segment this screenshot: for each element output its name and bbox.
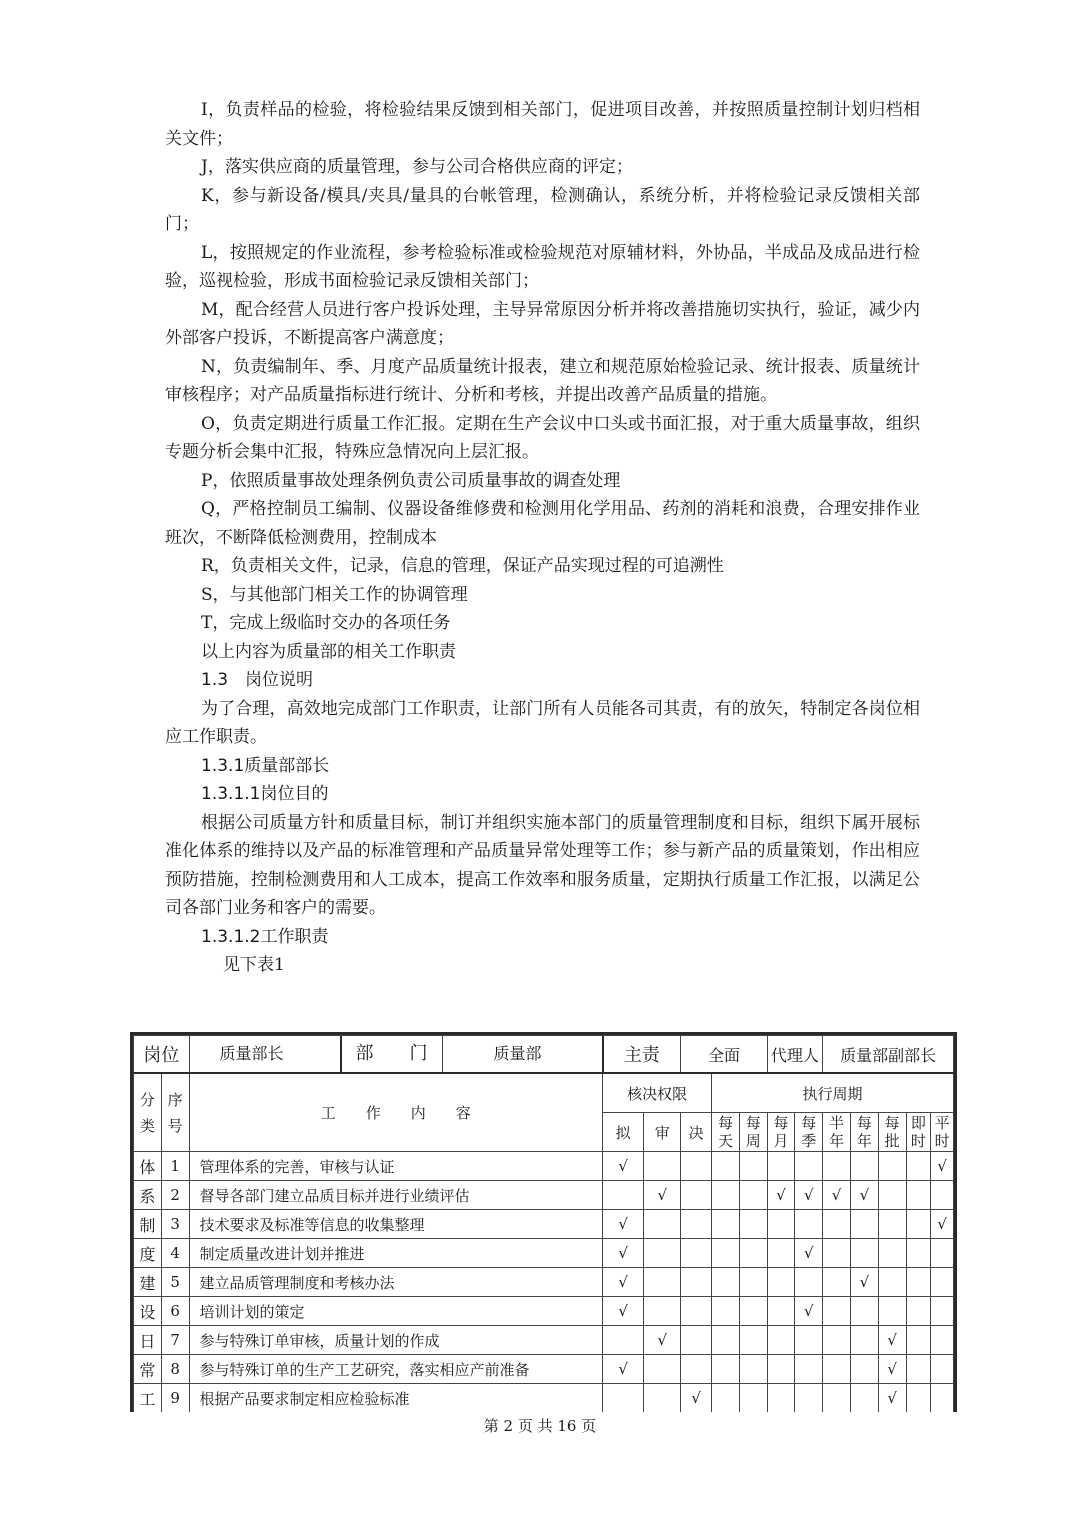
period-col-quarterly bbox=[795, 1113, 823, 1152]
check-cell bbox=[795, 1384, 823, 1413]
category-header-text: 分类 bbox=[139, 1090, 155, 1135]
see-table-note: 见下表1 bbox=[223, 955, 285, 975]
period-col-daily-text: 每天 bbox=[717, 1114, 733, 1150]
check-cell bbox=[823, 1355, 851, 1384]
check-cell bbox=[823, 1239, 851, 1268]
category-cell: 制 bbox=[134, 1210, 162, 1239]
paragraph-q: Q，严格控制员工编制、仪器设备维修费和检测用化学用品、药剂的消耗和浪费，合理安排作业班次，不断降低检测费用，控制成本 bbox=[165, 499, 920, 548]
check-cell bbox=[603, 1239, 644, 1268]
check-cell bbox=[681, 1355, 712, 1384]
check-cell bbox=[644, 1181, 681, 1210]
auth-col-draft: 拟 bbox=[603, 1113, 644, 1152]
check-mark-icon: √ bbox=[657, 1331, 668, 1349]
period-col-immediate-text: 即时 bbox=[910, 1114, 926, 1150]
auth-col-decide: 决 bbox=[681, 1113, 712, 1152]
duty-table bbox=[133, 1035, 954, 1412]
table-row bbox=[134, 1239, 954, 1268]
check-cell bbox=[739, 1152, 767, 1181]
check-cell bbox=[850, 1355, 878, 1384]
check-mark-icon: √ bbox=[657, 1186, 668, 1204]
period-col-daily bbox=[712, 1113, 740, 1152]
check-cell bbox=[644, 1239, 681, 1268]
content-cell: 技术要求及标准等信息的收集整理 bbox=[189, 1210, 603, 1239]
check-cell bbox=[878, 1210, 906, 1239]
check-cell bbox=[850, 1152, 878, 1181]
check-mark-icon: √ bbox=[859, 1186, 870, 1204]
check-cell bbox=[931, 1326, 954, 1355]
check-cell bbox=[739, 1297, 767, 1326]
check-cell bbox=[906, 1297, 931, 1326]
check-mark-icon: √ bbox=[887, 1360, 897, 1378]
content-cell: 培训计划的策定 bbox=[189, 1297, 603, 1326]
check-cell bbox=[823, 1297, 851, 1326]
check-cell bbox=[681, 1181, 712, 1210]
check-cell bbox=[739, 1384, 767, 1413]
check-cell bbox=[906, 1355, 931, 1384]
table-header-info-row bbox=[134, 1036, 954, 1074]
check-mark-icon: √ bbox=[618, 1157, 628, 1175]
check-cell bbox=[739, 1355, 767, 1384]
seq-cell: 7 bbox=[161, 1326, 189, 1355]
paragraph-r: R，负责相关文件，记录，信息的管理，保证产品实现过程的可追溯性 bbox=[201, 556, 724, 576]
check-cell bbox=[878, 1239, 906, 1268]
category-cell: 日 bbox=[134, 1326, 162, 1355]
check-mark-icon: √ bbox=[937, 1157, 947, 1175]
check-cell bbox=[931, 1355, 954, 1384]
table-row bbox=[134, 1152, 954, 1181]
check-cell bbox=[681, 1152, 712, 1181]
check-cell bbox=[603, 1210, 644, 1239]
period-col-perbatch bbox=[878, 1113, 906, 1152]
period-col-monthly-text: 每月 bbox=[773, 1114, 789, 1150]
check-cell bbox=[603, 1384, 644, 1413]
paragraph-l: L，按照规定的作业流程，参考检验标准或检验规范对原辅材料，外协品，半成品及成品进行检验，巡视检验，形成书面检验记录反馈相关部门； bbox=[165, 242, 920, 291]
check-cell bbox=[850, 1181, 878, 1210]
check-cell bbox=[878, 1384, 906, 1413]
check-cell bbox=[739, 1268, 767, 1297]
check-mark-icon: √ bbox=[618, 1302, 628, 1320]
content-header: 工 作 内 容 bbox=[189, 1073, 603, 1152]
period-col-quarterly-text: 每季 bbox=[801, 1114, 817, 1150]
seq-cell: 6 bbox=[161, 1297, 189, 1326]
seq-cell: 3 bbox=[161, 1210, 189, 1239]
check-mark-icon: √ bbox=[804, 1186, 814, 1204]
check-cell bbox=[878, 1152, 906, 1181]
check-cell bbox=[644, 1355, 681, 1384]
section-1-3-text: 为了合理，高效地完成部门工作职责，让部门所有人员能各司其责，有的放矢，特制定各岗位相应工作职责。 bbox=[165, 698, 920, 747]
period-col-halfyear bbox=[823, 1113, 851, 1152]
content-cell: 管理体系的完善，审核与认证 bbox=[189, 1152, 603, 1181]
check-cell bbox=[644, 1152, 681, 1181]
check-cell bbox=[767, 1384, 795, 1413]
check-cell bbox=[795, 1326, 823, 1355]
check-cell bbox=[906, 1239, 931, 1268]
check-cell bbox=[850, 1326, 878, 1355]
paragraph-k: K，参与新设备/模具/夹具/量具的台帐管理，检测确认，系统分析，并将检验记录反馈相关部门； bbox=[165, 185, 920, 234]
category-cell: 系 bbox=[134, 1181, 162, 1210]
check-cell bbox=[878, 1297, 906, 1326]
paragraph-t: T，完成上级临时交办的各项任务 bbox=[201, 613, 451, 633]
check-cell bbox=[739, 1181, 767, 1210]
check-cell bbox=[795, 1355, 823, 1384]
table-row bbox=[134, 1210, 954, 1239]
dept-label: 部 门 bbox=[340, 1036, 443, 1072]
paragraph-j: J，落实供应商的质量管理，参与公司合格供应商的评定； bbox=[201, 157, 633, 177]
check-mark-icon: √ bbox=[887, 1389, 897, 1407]
check-cell bbox=[795, 1152, 823, 1181]
duty-value: 全面 bbox=[681, 1036, 767, 1074]
table-row bbox=[134, 1384, 954, 1413]
agent-value: 质量部副部长 bbox=[823, 1036, 954, 1074]
check-cell bbox=[931, 1152, 954, 1181]
seq-cell: 1 bbox=[161, 1152, 189, 1181]
check-mark-icon: √ bbox=[887, 1331, 897, 1349]
content-cell: 参与特殊订单的生产工艺研究，落实相应产前准备 bbox=[189, 1355, 603, 1384]
check-cell bbox=[712, 1297, 740, 1326]
check-cell bbox=[767, 1268, 795, 1297]
check-cell bbox=[767, 1326, 795, 1355]
check-mark-icon: √ bbox=[831, 1186, 842, 1204]
section-heading-1-3-1: 1.3.1质量部部长 bbox=[201, 755, 330, 776]
check-mark-icon: √ bbox=[618, 1273, 628, 1291]
check-cell bbox=[712, 1384, 740, 1413]
paragraph-m: M，配合经营人员进行客户投诉处理，主导异常原因分析并将改善措施切实执行，验证，减少内外部客户投诉，不断提高客户满意度； bbox=[165, 299, 920, 348]
check-cell bbox=[823, 1384, 851, 1413]
section-heading-1-3-1-1: 1.3.1.1岗位目的 bbox=[201, 784, 329, 804]
section-1-3-1-1-text: 根据公司质量方针和质量目标，制订并组织实施本部门的质量管理制度和目标，组织下属开展标准化体系的维持以及产品的标准管理和产品质量异常处理等工作；参与新产品的质量策划，作出相应预防措施，控制检测费用和人工成本，提高工作效率和服务质量，定期执行质量工作汇报，以满足公司各部门业务和客户的需要。 bbox=[165, 812, 920, 918]
check-cell bbox=[767, 1152, 795, 1181]
agent-label: 代理人 bbox=[767, 1036, 823, 1074]
paragraph-s: S，与其他部门相关工作的协调管理 bbox=[201, 584, 468, 605]
category-cell: 建 bbox=[134, 1268, 162, 1297]
check-cell bbox=[603, 1152, 644, 1181]
check-cell bbox=[795, 1239, 823, 1268]
check-cell bbox=[767, 1239, 795, 1268]
check-cell bbox=[931, 1181, 954, 1210]
post-value bbox=[189, 1036, 603, 1074]
category-cell: 度 bbox=[134, 1239, 162, 1268]
check-cell bbox=[712, 1181, 740, 1210]
check-cell bbox=[878, 1181, 906, 1210]
check-cell bbox=[823, 1152, 851, 1181]
period-col-weekly-text: 每周 bbox=[745, 1114, 761, 1150]
check-cell bbox=[712, 1210, 740, 1239]
check-cell bbox=[878, 1268, 906, 1297]
content-cell: 建立品质管理制度和考核办法 bbox=[189, 1268, 603, 1297]
content-cell: 根据产品要求制定相应检验标准 bbox=[189, 1384, 603, 1413]
seq-cell: 5 bbox=[161, 1268, 189, 1297]
period-col-yearly-text: 每年 bbox=[856, 1114, 872, 1150]
check-cell bbox=[906, 1326, 931, 1355]
category-header bbox=[134, 1073, 162, 1152]
check-cell bbox=[681, 1210, 712, 1239]
check-cell bbox=[644, 1210, 681, 1239]
check-cell bbox=[795, 1210, 823, 1239]
check-cell bbox=[795, 1297, 823, 1326]
check-mark-icon: √ bbox=[804, 1244, 814, 1262]
duty-table-container bbox=[130, 1032, 957, 1412]
check-cell bbox=[603, 1268, 644, 1297]
check-cell bbox=[712, 1239, 740, 1268]
content-cell: 参与特殊订单审核，质量计划的作成 bbox=[189, 1326, 603, 1355]
period-col-monthly bbox=[767, 1113, 795, 1152]
check-cell bbox=[739, 1239, 767, 1268]
check-cell bbox=[603, 1297, 644, 1326]
table-row bbox=[134, 1326, 954, 1355]
check-cell bbox=[603, 1355, 644, 1384]
check-cell bbox=[850, 1210, 878, 1239]
check-cell bbox=[644, 1297, 681, 1326]
seq-cell: 8 bbox=[161, 1355, 189, 1384]
seq-header bbox=[161, 1073, 189, 1152]
category-cell: 体 bbox=[134, 1152, 162, 1181]
check-cell bbox=[603, 1326, 644, 1355]
check-cell bbox=[767, 1210, 795, 1239]
check-mark-icon: √ bbox=[618, 1360, 628, 1378]
check-cell bbox=[767, 1181, 795, 1210]
table-row bbox=[134, 1355, 954, 1384]
table-header-row-1 bbox=[134, 1073, 954, 1113]
content-cell: 督导各部门建立品质目标并进行业绩评估 bbox=[189, 1181, 603, 1210]
check-cell bbox=[712, 1326, 740, 1355]
period-col-yearly bbox=[850, 1113, 878, 1152]
check-mark-icon: √ bbox=[618, 1244, 628, 1262]
paragraph-summary: 以上内容为质量部的相关工作职责 bbox=[201, 641, 456, 662]
check-cell bbox=[681, 1297, 712, 1326]
paragraph-i: I，负责样品的检验，将检验结果反馈到相关部门，促进项目改善，并按照质量控制计划归档相关文件； bbox=[165, 100, 920, 149]
dept-value: 质量部 bbox=[493, 1043, 542, 1063]
check-cell bbox=[931, 1297, 954, 1326]
period-col-halfyear-text: 半年 bbox=[829, 1114, 845, 1150]
check-cell bbox=[823, 1181, 851, 1210]
check-cell bbox=[681, 1326, 712, 1355]
check-cell bbox=[739, 1326, 767, 1355]
check-cell bbox=[795, 1268, 823, 1297]
section-heading-1-3: 1.3 岗位说明 bbox=[201, 670, 314, 690]
seq-header-text: 序号 bbox=[167, 1090, 183, 1135]
check-cell bbox=[931, 1239, 954, 1268]
content-cell: 制定质量改进计划并推进 bbox=[189, 1239, 603, 1268]
check-cell bbox=[767, 1355, 795, 1384]
check-cell bbox=[767, 1297, 795, 1326]
table-row bbox=[134, 1181, 954, 1210]
check-mark-icon: √ bbox=[804, 1302, 814, 1320]
table-row bbox=[134, 1268, 954, 1297]
check-cell bbox=[681, 1268, 712, 1297]
category-cell: 设 bbox=[134, 1297, 162, 1326]
seq-cell: 9 bbox=[161, 1384, 189, 1413]
check-cell bbox=[878, 1355, 906, 1384]
check-mark-icon: √ bbox=[691, 1389, 701, 1407]
check-cell bbox=[906, 1181, 931, 1210]
check-cell bbox=[644, 1384, 681, 1413]
check-cell bbox=[712, 1355, 740, 1384]
check-cell bbox=[906, 1210, 931, 1239]
duty-label: 主责 bbox=[603, 1036, 681, 1074]
table-body bbox=[134, 1152, 954, 1413]
check-cell bbox=[906, 1152, 931, 1181]
check-cell bbox=[644, 1326, 681, 1355]
post-label: 岗位 bbox=[134, 1036, 190, 1074]
category-cell: 常 bbox=[134, 1355, 162, 1384]
check-cell bbox=[823, 1210, 851, 1239]
seq-cell: 4 bbox=[161, 1239, 189, 1268]
period-col-immediate bbox=[906, 1113, 931, 1152]
check-cell bbox=[712, 1152, 740, 1181]
seq-cell: 2 bbox=[161, 1181, 189, 1210]
check-cell bbox=[823, 1268, 851, 1297]
page-footer: 第 2 页 共 16 页 bbox=[483, 1417, 597, 1435]
check-cell bbox=[603, 1181, 644, 1210]
period-col-weekly bbox=[739, 1113, 767, 1152]
category-cell: 工 bbox=[134, 1384, 162, 1413]
paragraph-o: O，负责定期进行质量工作汇报。定期在生产会议中口头或书面汇报，对于重大质量事故，组织专题分析会集中汇报，特殊应急情况向上层汇报。 bbox=[165, 413, 920, 462]
check-cell bbox=[906, 1384, 931, 1413]
check-cell bbox=[931, 1210, 954, 1239]
check-mark-icon: √ bbox=[776, 1186, 786, 1204]
check-cell bbox=[795, 1181, 823, 1210]
check-cell bbox=[931, 1384, 954, 1413]
check-mark-icon: √ bbox=[618, 1215, 628, 1233]
paragraph-p: P，依照质量事故处理条例负责公司质量事故的调查处理 bbox=[201, 470, 621, 491]
check-mark-icon: √ bbox=[859, 1273, 870, 1291]
period-col-usual bbox=[931, 1113, 954, 1152]
check-cell bbox=[931, 1268, 954, 1297]
check-cell bbox=[878, 1326, 906, 1355]
check-cell bbox=[850, 1268, 878, 1297]
check-cell bbox=[823, 1326, 851, 1355]
check-cell bbox=[739, 1210, 767, 1239]
check-mark-icon: √ bbox=[937, 1215, 947, 1233]
check-cell bbox=[850, 1297, 878, 1326]
table-row bbox=[134, 1297, 954, 1326]
check-cell bbox=[681, 1239, 712, 1268]
check-cell bbox=[850, 1239, 878, 1268]
body-text bbox=[165, 96, 920, 980]
period-col-usual-text: 平时 bbox=[934, 1114, 950, 1150]
check-cell bbox=[850, 1384, 878, 1413]
check-cell bbox=[712, 1268, 740, 1297]
section-heading-1-3-1-2: 1.3.1.2工作职责 bbox=[201, 926, 329, 947]
period-col-perbatch-text: 每批 bbox=[884, 1114, 900, 1150]
post-value-text: 质量部长 bbox=[219, 1043, 284, 1063]
paragraph-n: N，负责编制年、季、月度产品质量统计报表，建立和规范原始检验记录、统计报表、质量统计审核程序；对产品质量指标进行统计、分析和考核，并提出改善产品质量的措施。 bbox=[165, 356, 920, 405]
check-cell bbox=[906, 1268, 931, 1297]
check-cell bbox=[644, 1268, 681, 1297]
authority-header: 核决权限 bbox=[603, 1073, 712, 1113]
auth-col-review: 审 bbox=[644, 1113, 681, 1152]
period-header: 执行周期 bbox=[712, 1073, 954, 1113]
check-cell bbox=[681, 1384, 712, 1413]
